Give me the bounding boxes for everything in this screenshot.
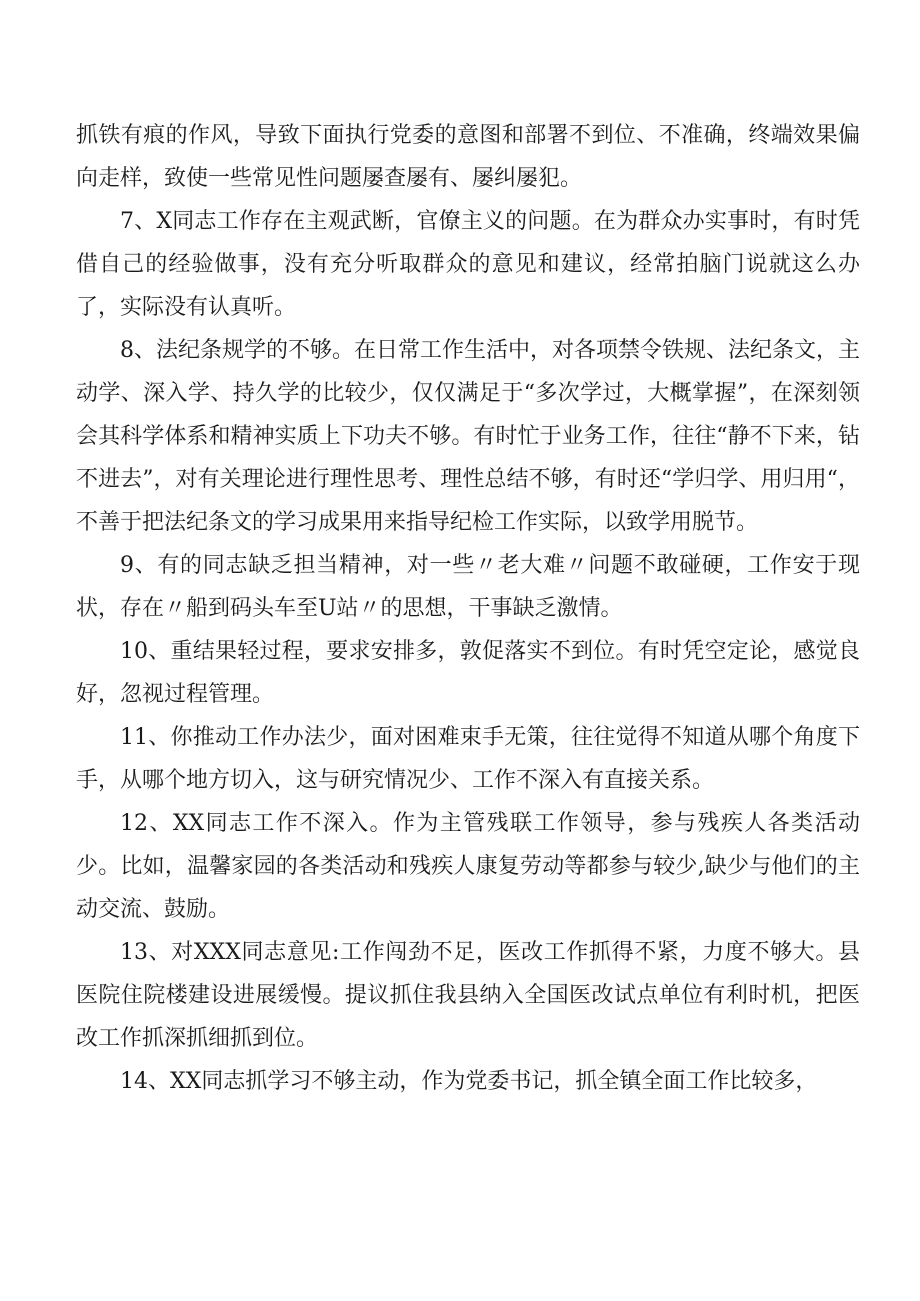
paragraph-item-13: 13、对XXX同志意见:工作闯劲不足，医改工作抓得不紧，力度不够大。县医院住院楼建设进展缓慢。提议抓住我县纳入全国医改试点单位有利时机，把医改工作抓深抓细抓到位。: [76, 940, 860, 1051]
paragraph-continuation: 抓铁有痕的作风，导致下面执行党委的意图和部署不到位、不准确，终端效果偏向走样，致使一些常见性问题屡查屡有、屡纠屡犯。: [76, 123, 860, 191]
paragraph-item-12: 12、XX同志工作不深入。作为主管残联工作领导，参与残疾人各类活动少。比如，温馨家园的各类活动和残疾人康复劳动等都参与较少,缺少与他们的主动交流、鼓励。: [76, 811, 860, 922]
paragraph-item-11: 11、你推动工作办法少，面对困难束手无策，往往觉得不知道从哪个角度下手，从哪个地方切入，这与研究情况少、工作不深入有直接关系。: [76, 725, 860, 793]
paragraph-item-7: 7、X同志工作存在主观武断，官僚主义的问题。在为群众办实事时，有时凭借自己的经验做事，没有充分听取群众的意见和建议，经常拍脑门说就这么办了，实际没有认真听。: [76, 209, 860, 320]
paragraph-item-9: 9、有的同志缺乏担当精神，对一些〃老大难〃问题不敢碰硬，工作安于现状，存在〃船到码头车至U站〃的思想，干事缺乏激情。: [76, 553, 860, 621]
paragraph-item-8: 8、法纪条规学的不够。在日常工作生活中，对各项禁令铁规、法纪条文，主动学、深入学、持久学的比较少，仅仅满足于“多次学过，大概掌握”，在深刻领会其科学体系和精神实质上下功夫不够。有时忙于业务工作，往往“静不下来，钻不进去”，对有关理论进行理性思考、理性总结不够，有时还“学归学、用归用“，不善于把法纪条文的学习成果用来指导纪检工作实际，以致学用脱节。: [76, 338, 860, 535]
paragraph-item-10: 10、重结果轻过程，要求安排多，敦促落实不到位。有时凭空定论，感觉良好，忽视过程管理。: [76, 639, 860, 707]
paragraph-item-14: 14、XX同志抓学习不够主动，作为党委书记，抓全镇全面工作比较多，: [120, 1069, 818, 1094]
document-body: [76, 114, 860, 1103]
